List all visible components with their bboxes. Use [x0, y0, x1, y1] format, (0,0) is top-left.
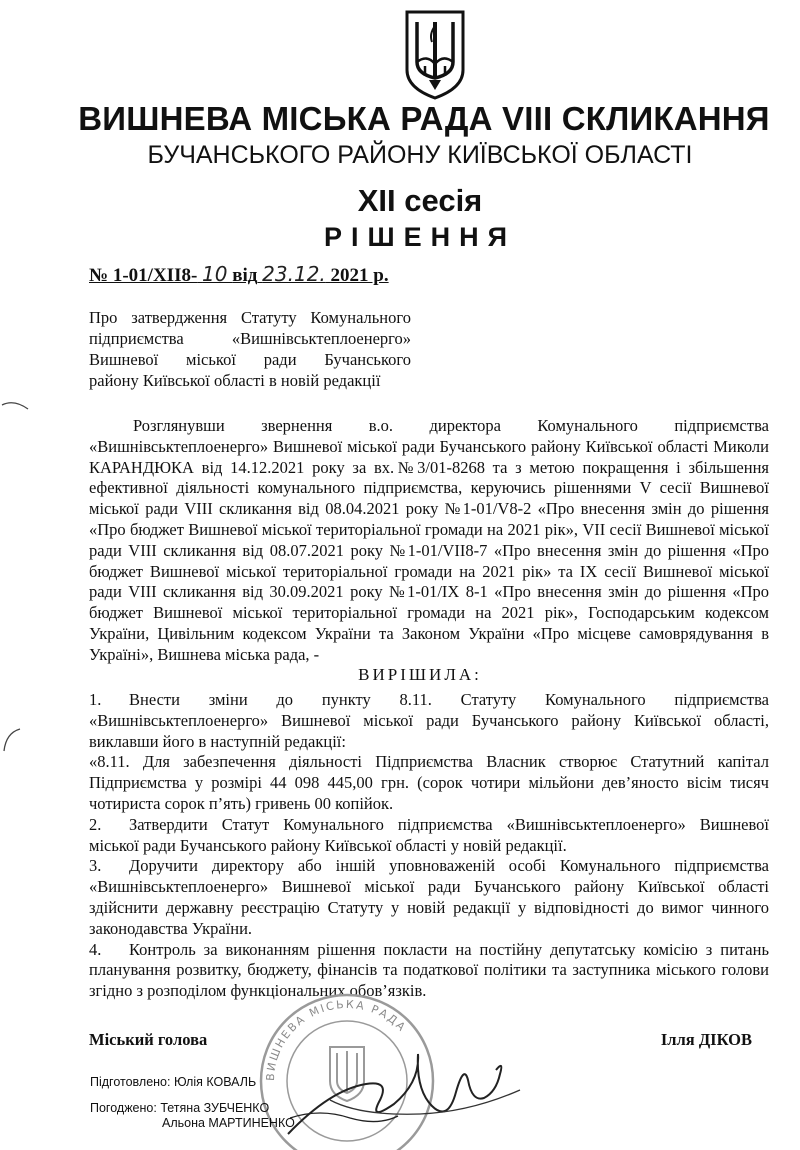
subject-line: Вишневої міської ради Бучанського: [89, 350, 411, 369]
mayor-signature-icon: [270, 1030, 560, 1148]
item-number: 3.: [89, 856, 102, 876]
preamble: [89, 416, 769, 666]
trident-emblem-icon: [403, 8, 467, 102]
decision-number-prefix: № 1-01/XII8-: [89, 265, 198, 286]
prepared-by: [90, 1075, 256, 1089]
resolution-item: [89, 690, 769, 752]
item-text: Затвердити Статут Комунального підприємства «Вишнівськтеплоенерго» Вишневої міської ради Бучанського району Київської області у новій редакції.: [89, 814, 769, 855]
resolution-item: [89, 752, 769, 814]
decision-number-line: [89, 262, 389, 287]
prepared-label: Підготовлено:: [90, 1075, 171, 1089]
resolution-item: [89, 940, 769, 1002]
session-title: XII сесія: [357, 183, 483, 218]
resolve-heading: ВИРІШИЛА:: [358, 665, 482, 684]
subject-line: Про затвердження Статуту Комунального: [89, 308, 411, 327]
item-text: Доручити директору або іншій уповноваженій особі Комунального підприємства «Вишнівськтеплоенерго» Вишневої міської ради Бучанського району Київської області здійснити державну реєстрацію Статуту у новій редакції у відповідності до вимог чинного законодавства України.: [89, 856, 769, 938]
scan-mark-icon: [0, 725, 32, 755]
handwritten-decision-date: 23.12.: [262, 262, 326, 286]
subject-line: підприємства «Вишнівськтеплоенерго»: [89, 329, 411, 348]
decision-subject: [89, 307, 411, 391]
item-text: Контроль за виконанням рішення покласти на постійну депутатську комісію з питань планування розвитку, бюджету, фінансів та податкової політики та заступника міського голови згідно з розподілом функціональних обов’язків.: [89, 939, 769, 1001]
decision-from-label: від: [232, 265, 258, 286]
item-text: Внести зміни до пункту 8.11. Статуту Комунального підприємства «Вишнівськтеплоенерго» Вишневої міської ради Бучанського району Київської області, виклавши його в наступній редакції:: [89, 690, 769, 751]
agreed-by: [90, 1101, 295, 1131]
resolution-items: [89, 690, 769, 1002]
scan-mark-icon: [0, 395, 32, 425]
svg-text:ВИШНЕВА МІСЬКА РАДА: [264, 998, 409, 1081]
item-number: 1.: [89, 690, 102, 709]
resolution-item: [89, 815, 769, 857]
prepared-name: Юлія КОВАЛЬ: [173, 1075, 257, 1089]
mayor-label: Міський голова: [89, 1030, 208, 1049]
handwritten-decision-number: 10: [202, 262, 228, 286]
seal-text: ВИШНЕВА МІСЬКА РАДА: [263, 997, 410, 1082]
decision-year: 2021 р.: [330, 265, 389, 286]
item-number: 4.: [89, 939, 102, 959]
preamble-paragraph: Розглянувши звернення в.о. директора Комунального підприємства «Вишнівськтеплоенерго» Вишневої міської ради Бучанського району Київської області Миколи КАРАНДЮКА від 14.12.2021 року за вх.№3/01-8268 та з метою покращення і збільшення ефективної діяльності комунального підприємства, керуючись рішеннями V сесії Вишневої міської ради VIII скликання від 08.04.2021 року №1-01/V8-2 «Про внесення змін до рішення «Про бюджет Вишневої міської територіальної громади на 2021 рік», VII сесії Вишневої міської ради VIII скликання від 08.07.2021 року №1-01/VII8-7 «Про внесення змін до рішення «Про бюджет Вишневої міської територіальної громади на 2021 рік» та IX сесії Вишневої міської ради VIII скликання від 30.09.2021 року №1-01/IX 8-1 «Про внесення змін до рішення «Про бюджет Вишневої міської територіальної громади на 2021 рік», Господарським кодексом України, Цивільним кодексом України та Законом України «Про місцеве самоврядування в Україні», Вишнева міська рада, -: [89, 416, 769, 664]
agreed-name: Альона МАРТИНЕНКО: [162, 1116, 295, 1130]
council-subtitle: БУЧАНСЬКОГО РАЙОНУ КИЇВСЬКОЇ ОБЛАСТІ: [147, 141, 693, 169]
agreed-name: Тетяна ЗУБЧЕНКО: [160, 1101, 270, 1115]
item-number: 2.: [89, 814, 102, 834]
document-type-title: РІШЕННЯ: [323, 222, 517, 252]
subject-line: району Київської області в новій редакції: [89, 371, 381, 390]
council-title: ВИШНЕВА МІСЬКА РАДА VIII СКЛИКАННЯ: [78, 100, 770, 137]
agreed-label: Погоджено:: [90, 1101, 157, 1115]
resolution-item: [89, 856, 769, 939]
item-text: «8.11. Для забезпечення діяльності Підприємства Власник створює Статутний капітал Підприємства у розмірі 44 098 445,00 грн. (сорок чотири мільйони дев’яносто вісім тисяч чотириста сорок п’ять) гривень 00 копійок.: [89, 752, 769, 813]
mayor-name: Ілля ДІКОВ: [660, 1030, 752, 1049]
